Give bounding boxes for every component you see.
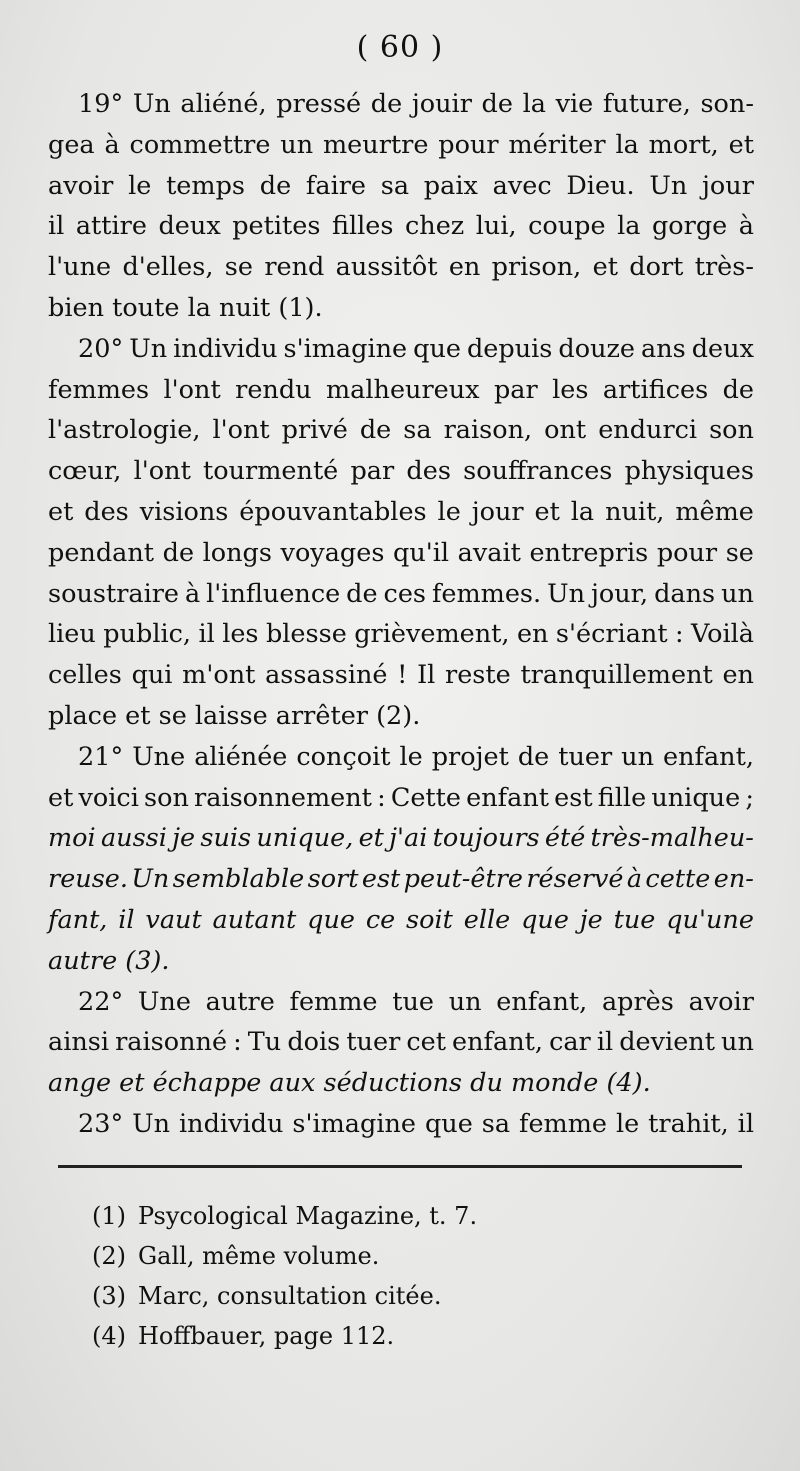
text-line: avoir le temps de faire sa paix avec Dieu. Un jour	[48, 170, 754, 201]
text-line: cœur, l'ont tourmenté par des souffrances physiques	[48, 456, 754, 487]
footnotes	[92, 1196, 692, 1356]
text-line: gea à commettre un meurtre pour mériter la mort, et	[48, 129, 754, 160]
footnote	[92, 1276, 692, 1316]
text-line: lieu public, il les blesse grièvement, en s'écriant : Voilà	[48, 619, 754, 650]
text-line: l'une d'elles, se rend aussitôt en prison, et dort très-	[48, 252, 754, 283]
text-line: celles qui m'ont assassiné ! Il reste tranquillement en	[48, 660, 754, 691]
text-line: femmes l'ont rendu malheureux par les artifices de	[48, 374, 754, 405]
text-line: soustraire à l'influence de ces femmes. Un jour, dans un	[48, 578, 754, 609]
footnote-number: (1)	[92, 1202, 126, 1230]
footnote	[92, 1236, 692, 1276]
text-line: pendant de longs voyages qu'il avait entrepris pour se	[48, 537, 754, 568]
text-line: 20° Un individu s'imagine que depuis douze ans deux	[78, 333, 754, 364]
text-line: reuse. Un semblable sort est peut-être réservé à cette en-	[48, 864, 754, 895]
footnote-text: Psycological Magazine, t. 7.	[138, 1202, 478, 1230]
text-line: et voici son raisonnement : Cette enfant est fille unique ;	[48, 782, 754, 813]
footnote	[92, 1196, 692, 1236]
footnote-text: Hoffbauer, page 112.	[138, 1322, 395, 1350]
text-line: ainsi raisonné : Tu dois tuer cet enfant, car il devient un	[48, 1027, 754, 1058]
footnote-text: Gall, même volume.	[138, 1242, 380, 1270]
footnote-text: Marc, consultation citée.	[138, 1282, 442, 1310]
body-text	[48, 84, 754, 1145]
text-line: moi aussi je suis unique, et j'ai toujours été très-malheu-	[48, 823, 754, 854]
text-line: ange et échappe aux séductions du monde (4).	[48, 1068, 651, 1099]
footnote-number: (3)	[92, 1282, 126, 1310]
text-line: 23° Un individu s'imagine que sa femme le trahit, il	[78, 1108, 754, 1139]
text-line: place et se laisse arrêter (2).	[48, 700, 421, 731]
text-line: bien toute la nuit (1).	[48, 292, 323, 323]
text-line: fant, il vaut autant que ce soit elle que je tue qu'une	[48, 904, 754, 935]
text-line: et des visions épouvantables le jour et la nuit, même	[48, 496, 754, 527]
text-line: 22° Une autre femme tue un enfant, après avoir	[78, 986, 754, 1017]
footnote-number: (2)	[92, 1242, 126, 1270]
text-line: l'astrologie, l'ont privé de sa raison, ont endurci son	[48, 415, 754, 446]
text-line: 21° Une aliénée conçoit le projet de tuer un enfant,	[78, 741, 754, 772]
page-number: ( 60 )	[356, 30, 444, 65]
footnote-divider	[58, 1165, 742, 1168]
text-line: il attire deux petites filles chez lui, coupe la gorge à	[48, 211, 754, 242]
footnote-number: (4)	[92, 1322, 126, 1350]
text-line: autre (3).	[48, 945, 170, 976]
text-line: 19° Un aliéné, pressé de jouir de la vie future, son-	[78, 89, 754, 119]
footnote	[92, 1316, 692, 1356]
